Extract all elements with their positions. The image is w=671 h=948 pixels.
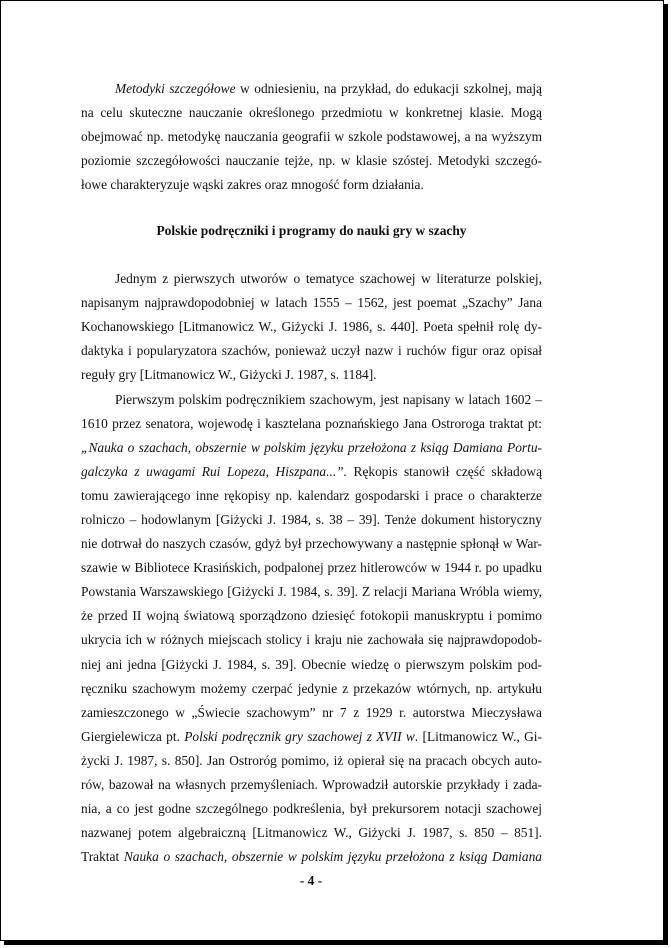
italic-text: „Nauka o szachach, obszernie w polskim języku przełożona z ksiąg Damiana Portu- bbox=[81, 439, 542, 455]
paragraph-kochanowski bbox=[81, 267, 542, 387]
text-line bbox=[81, 315, 542, 339]
text-run: rów, bazował na własnych przemyśleniach. Wprowadził autorskie przykłady i zada- bbox=[81, 777, 542, 792]
text-run: reguły gry [Litmanowicz W., Giżycki J. 1987, s. 1184]. bbox=[81, 367, 377, 383]
italic-text: Nauka o szachach, obszernie w polskim języku przełożona z ksiąg Damiana bbox=[123, 849, 542, 865]
text-line bbox=[81, 77, 542, 101]
text-line bbox=[81, 436, 542, 460]
text-line bbox=[81, 773, 542, 797]
text-line bbox=[81, 604, 542, 628]
text-run: 1610 przez senatora, wojewodę i kasztelana poznańskiego Jana Ostroroga traktat pt: bbox=[81, 415, 542, 431]
italic-text: Polski podręcznik gry szachowej z XVII w bbox=[184, 728, 415, 744]
text-line bbox=[81, 267, 542, 291]
text-line bbox=[81, 149, 542, 173]
text-run: niej ani jedna [Giżycki J. 1984, s. 39]. Obecnie wiedzę o pierwszym polskim pod- bbox=[81, 656, 542, 672]
text-run: obejmować np. metodykę nauczania geografii w szkole podstawowej, a na wyższym bbox=[81, 129, 542, 145]
text-run: daktyka i popularyzatora szachów, ponieważ uczył nazw i ruchów figur oraz opisał bbox=[81, 343, 542, 359]
text-line bbox=[81, 291, 542, 315]
text-run: na celu skuteczne nauczanie określonego przedmiotu w konkretnej klasie. Mogą bbox=[81, 105, 542, 121]
text-line bbox=[81, 508, 542, 532]
text-run: Rękopis stanowił część składową bbox=[346, 463, 542, 479]
text-line bbox=[81, 580, 542, 604]
text-line bbox=[81, 125, 542, 149]
text-run: szawie w Bibliotece Krasińskich, podpalonej przez hitlerowców w 1944 r. po upadku bbox=[81, 560, 542, 576]
text-line bbox=[81, 653, 542, 677]
text-line bbox=[81, 339, 542, 363]
text-run: rolniczo – hodowlanym [Giżycki J. 1984, s. 38 – 39]. Tenże dokument historyczny bbox=[81, 511, 542, 527]
italic-text: Metodyki szczegółowe bbox=[115, 81, 236, 96]
text-line bbox=[81, 797, 542, 821]
text-run: Pierwszym polskim podręcznikiem szachowym, jest napisany w latach 1602 – bbox=[115, 391, 542, 407]
text-run: poziomie szczegółowości nauczanie tejże, np. w klasie szóstej. Metodyki szczegó- bbox=[81, 153, 542, 169]
text-run: Powstania Warszawskiego [Giżycki J. 1984, s. 39]. Z relacji Mariana Wróbla wiemy, bbox=[81, 584, 542, 600]
text-line bbox=[81, 363, 542, 387]
text-line bbox=[81, 388, 542, 412]
italic-text: galczyka z uwagami Rui Lopeza, Hiszpana...”. bbox=[81, 463, 347, 479]
paragraph-metodyki bbox=[81, 77, 542, 197]
text-line bbox=[81, 556, 542, 580]
text-line bbox=[81, 532, 542, 556]
text-line bbox=[81, 412, 542, 436]
paragraph-ostrorog bbox=[81, 388, 542, 870]
text-line bbox=[81, 173, 542, 197]
text-run: nazwanej potem algebraiczną [Litmanowicz W., Giżycki J. 1987, s. 850 – 851]. bbox=[81, 825, 542, 841]
text-run: tomu zawierającego inne rękopisy np. kalendarz gospodarski i prace o charakterze bbox=[81, 487, 542, 503]
text-line bbox=[81, 821, 542, 845]
text-line bbox=[81, 628, 542, 652]
text-run: ręczniku szachowym możemy czerpać jedynie z przekazów wtórnych, np. artykułu bbox=[81, 680, 542, 696]
text-line bbox=[81, 484, 542, 508]
page-number: - 4 - bbox=[299, 873, 323, 888]
text-run: zamieszczonego w „Świecie szachowym” nr 7 z 1929 r. autorstwa Mieczysława bbox=[81, 704, 542, 720]
section-heading: Polskie podręczniki i programy do nauki gry w szachy bbox=[156, 223, 467, 238]
text-run: życki J. 1987, s. 850]. Jan Ostroróg pomimo, iż opierał się na pracach obcych auto- bbox=[81, 752, 542, 768]
text-run: Giergielewicza pt. bbox=[81, 728, 185, 744]
text-run: napisanym najprawdopodobniej w latach 1555 – 1562, jest poemat „Szachy” Jana bbox=[81, 295, 542, 311]
text-run: nia, a co jest godne szczególnego podkreślenia, był prekursorem notacji szachowej bbox=[81, 801, 542, 817]
text-run: nie dotrwał do naszych czasów, gdyż był przechowywany a następnie spłonął w War- bbox=[81, 536, 542, 552]
text-line bbox=[81, 677, 542, 701]
text-run: w odniesieniu, na przykład, do edukacji szkolnej, mają bbox=[235, 81, 542, 96]
text-line bbox=[81, 460, 542, 484]
text-run: Kochanowskiego [Litmanowicz W., Giżycki J. 1986, s. 440]. Poeta spełnił rolę dy- bbox=[81, 319, 542, 335]
text-line bbox=[81, 749, 542, 773]
text-line bbox=[81, 701, 542, 725]
text-run: Traktat bbox=[81, 849, 124, 865]
text-run: Jednym z pierwszych utworów o tematyce szachowej w literaturze polskiej, bbox=[115, 271, 542, 286]
text-line bbox=[81, 725, 542, 749]
text-run: że przed II wojną światową sporządzono dziesięć fotokopii manuskryptu i pomimo bbox=[81, 608, 542, 624]
text-run: ukrycia ich w różnych miejscach stolicy i kraju nie zachowała się najprawdopodob- bbox=[81, 632, 542, 648]
text-line bbox=[81, 845, 542, 869]
text-run: łowe charakteryzuje wąski zakres oraz mnogość form działania. bbox=[81, 177, 424, 193]
text-line bbox=[81, 101, 542, 125]
text-run: . [Litmanowicz W., Gi- bbox=[414, 728, 542, 744]
